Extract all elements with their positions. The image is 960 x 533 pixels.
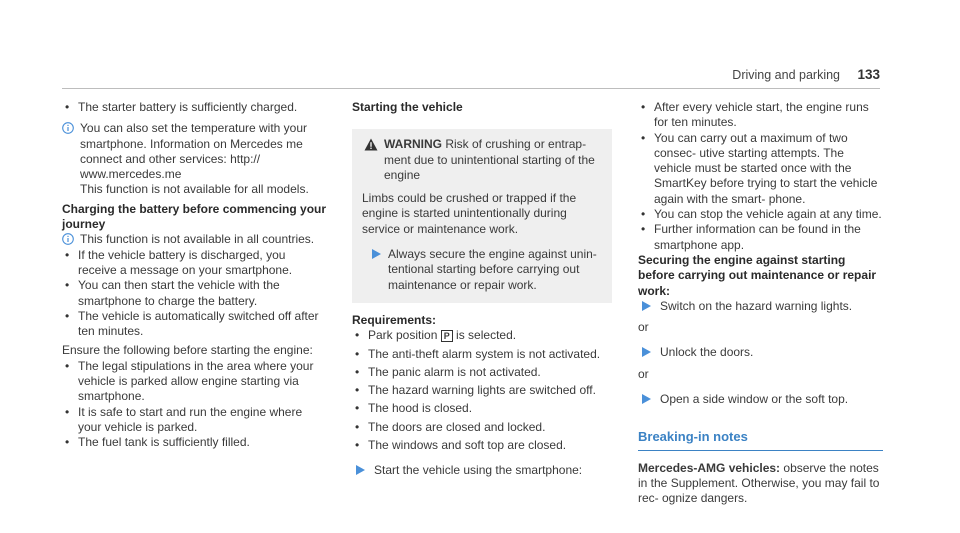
info-note xyxy=(62,232,327,247)
list-item: • The hood is closed. xyxy=(352,401,612,416)
list-item: • The hazard warning lights are switched off. xyxy=(352,383,612,398)
list-item: • The vehicle is automatically switched off after ten minutes. xyxy=(62,309,327,340)
list-item: • The windows and soft top are closed. xyxy=(352,438,612,453)
page-number: 133 xyxy=(857,67,880,82)
warning-text: Risk of crushing or entrap- ment due to unintentional starting of the engine xyxy=(384,137,595,182)
or-text: or xyxy=(638,320,649,335)
step-arrow-icon xyxy=(356,465,365,475)
bold-lead: Mercedes-AMG vehicles: xyxy=(638,460,781,475)
step-arrow-icon xyxy=(642,301,651,311)
step-arrow-icon xyxy=(642,347,651,357)
list-item: • Further information can be found in the smartphone app. xyxy=(638,222,883,253)
list-item: • You can then start the vehicle with the smartphone to charge the battery. xyxy=(62,278,327,309)
list-item: • The fuel tank is sufficiently filled. xyxy=(62,435,327,450)
section-heading: Securing the engine against starting before carrying out maintenance or repair work: xyxy=(638,252,877,298)
header-rule xyxy=(62,88,880,89)
section-name: Driving and parking xyxy=(732,68,840,82)
step-text: Always secure the engine against unin- tentional starting before carrying out maintenance or repair work. xyxy=(388,247,597,292)
step-text: Open a side window or the soft top. xyxy=(660,392,849,407)
list-item: • The doors are closed and locked. xyxy=(352,420,612,435)
info-icon xyxy=(62,233,74,245)
list-item: • The panic alarm is not activated. xyxy=(352,365,612,380)
step-arrow-icon xyxy=(642,394,651,404)
warning-title xyxy=(362,137,602,183)
instruction-step xyxy=(352,463,612,478)
park-position-symbol: P xyxy=(441,330,453,342)
list-item: • You can stop the vehicle again at any time. xyxy=(638,207,883,222)
paragraph-text: observe the notes in the Supplement. Otherwise, you may fail to rec- ognize dangers. xyxy=(638,460,880,506)
info-text: This function is not available for all models. xyxy=(80,182,309,197)
paragraph xyxy=(638,461,883,507)
list-item: • It is safe to start and run the engine where your vehicle is parked. xyxy=(62,405,327,436)
warning-body: Limbs could be crushed or trapped if the engine is started unintentionally during service or maintenance work. xyxy=(362,191,577,236)
list-item: • The legal stipulations in the area where your vehicle is parked allow engine starting via smartphone. xyxy=(62,359,327,405)
info-note xyxy=(62,121,327,197)
instruction-step xyxy=(638,392,883,407)
warning-box xyxy=(352,129,612,303)
requirements-heading: Requirements: xyxy=(352,312,437,327)
instruction-step xyxy=(638,299,883,314)
step-text: Start the vehicle using the smartphone: xyxy=(374,463,583,478)
column-1 xyxy=(62,100,327,451)
list-item: • Park position P is selected. xyxy=(352,328,612,343)
step-text: Unlock the doors. xyxy=(660,345,754,360)
list-item: • The anti-theft alarm system is not activated. xyxy=(352,347,612,362)
list-item: • After every vehicle start, the engine runs for ten minutes. xyxy=(638,100,883,131)
column-2 xyxy=(352,100,612,479)
section-heading: Charging the battery before commencing your journey xyxy=(62,201,327,232)
info-icon xyxy=(62,122,74,134)
info-text: You can also set the temperature with your smartphone. Information on Mercedes me connect and other services: http:// www.mercedes.me xyxy=(80,121,308,182)
or-text: or xyxy=(638,366,649,381)
list-item: • If the vehicle battery is discharged, you receive a message on your smartphone. xyxy=(62,248,327,279)
step-arrow-icon xyxy=(372,249,381,259)
column-3 xyxy=(638,100,883,507)
paragraph: Ensure the following before starting the engine: xyxy=(62,343,313,358)
section-heading: Starting the vehicle xyxy=(352,100,463,114)
page-header xyxy=(62,68,880,88)
info-text: This function is not available in all countries. xyxy=(80,232,315,247)
list-item: • You can carry out a maximum of two consec- utive starting attempts. The vehicle must be started once with the SmartKey before trying to start the vehicle again with the smart- phone. xyxy=(638,131,883,207)
instruction-step xyxy=(638,345,883,360)
breaking-in-heading: Breaking-in notes xyxy=(638,429,748,445)
list-item: • The starter battery is sufficiently charged. xyxy=(62,100,327,115)
warning-triangle-icon xyxy=(364,138,378,151)
step-text: Switch on the hazard warning lights. xyxy=(660,298,853,313)
warning-step xyxy=(362,247,602,293)
warning-label: WARNING xyxy=(384,137,442,152)
